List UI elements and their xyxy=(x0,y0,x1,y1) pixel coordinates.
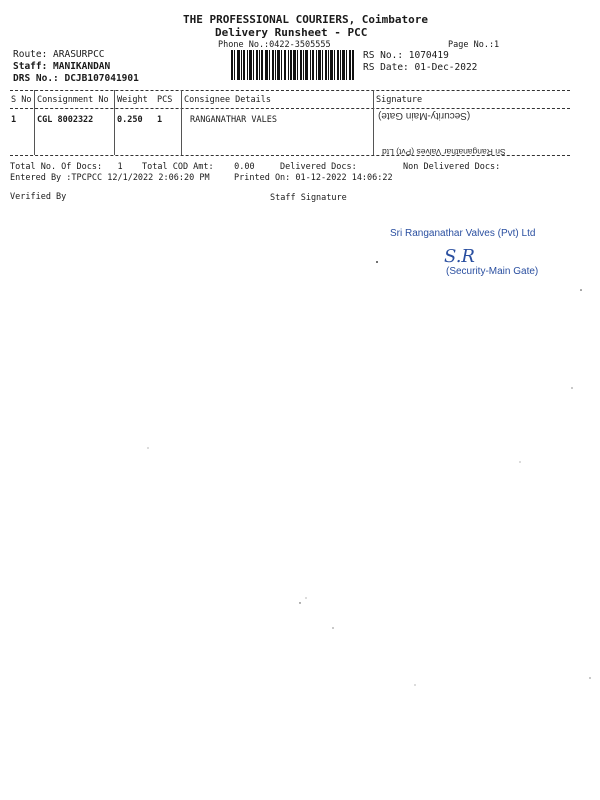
row-pcs: 1 xyxy=(157,115,163,125)
staff-label: Staff: MANIKANDAN xyxy=(13,61,111,72)
row-weight: 0.250 xyxy=(117,115,143,125)
delivered-docs: Delivered Docs: xyxy=(280,162,357,172)
row-sno: 1 xyxy=(11,115,17,125)
stamp-company: Sri Ranganathar Valves (Pvt) Ltd xyxy=(390,228,536,239)
total-docs: Total No. Of Docs: 1 xyxy=(10,162,123,172)
phone-number: Phone No.:0422-3505555 xyxy=(218,40,331,50)
header-pcs: PCS xyxy=(157,95,173,105)
entered-by: Entered By :TPCPCC 12/1/2022 2:06:20 PM xyxy=(10,173,210,183)
total-cod: Total COD Amt: 0.00 xyxy=(142,162,255,172)
rs-number: RS No.: 1070419 xyxy=(363,50,449,61)
sheet-title: Delivery Runsheet - PCC xyxy=(215,26,368,39)
header-weight: Weight xyxy=(117,95,148,105)
non-delivered-docs: Non Delivered Docs: xyxy=(403,162,501,172)
rs-date: RS Date: 01-Dec-2022 xyxy=(363,62,478,73)
drs-number: DRS No.: DCJB107041901 xyxy=(13,73,139,84)
company-title: THE PROFESSIONAL COURIERS, Coimbatore xyxy=(183,13,429,26)
header-consignment: Consignment No xyxy=(37,95,109,105)
inverted-stamp-company: Sri Ranganathar Valves (Pvt) Ltd xyxy=(382,147,506,157)
row-consignment: CGL 8002322 xyxy=(37,115,94,125)
header-sno: S No xyxy=(11,95,32,105)
stamp-gate: (Security-Main Gate) xyxy=(446,266,539,277)
route-label: Route: ARASURPCC xyxy=(13,49,105,60)
header-signature: Signature xyxy=(376,95,423,105)
page-number: Page No.:1 xyxy=(448,40,500,50)
verified-by: Verified By xyxy=(10,192,67,202)
inverted-stamp-gate: (Security-Main Gate) xyxy=(378,110,471,121)
stamp-signature: S.R xyxy=(444,246,475,267)
header-consignee: Consignee Details xyxy=(184,95,271,105)
staff-signature: Staff Signature xyxy=(270,193,347,203)
printed-on: Printed On: 01-12-2022 14:06:22 xyxy=(234,173,393,183)
row-consignee: RANGANATHAR VALES xyxy=(190,115,277,125)
